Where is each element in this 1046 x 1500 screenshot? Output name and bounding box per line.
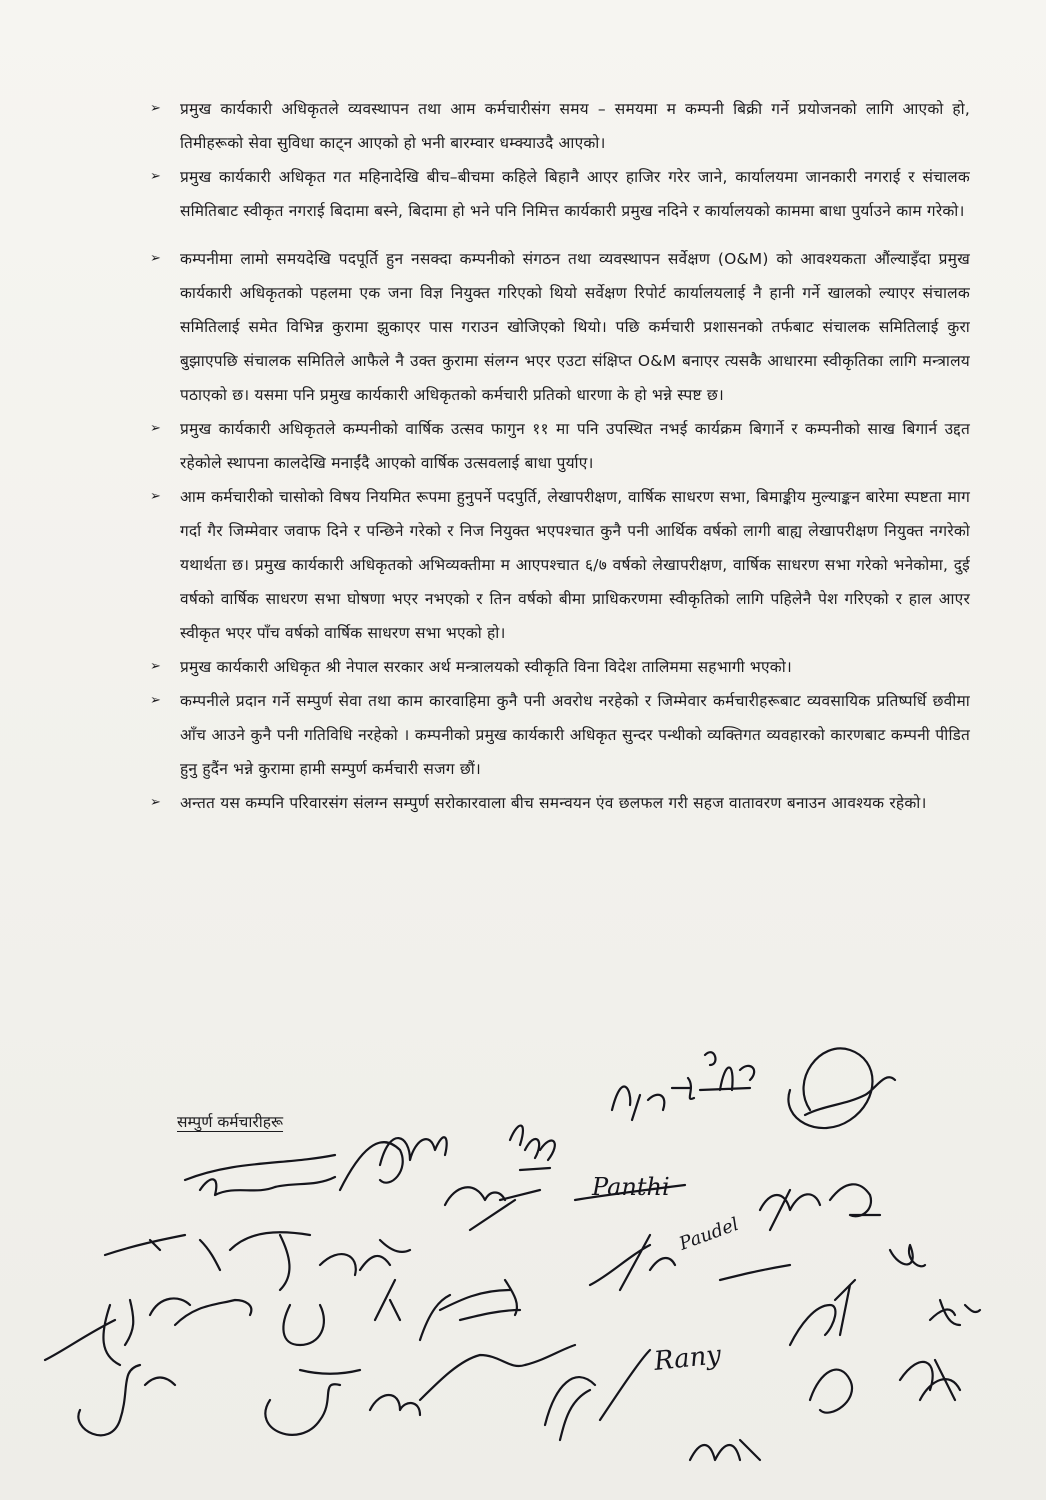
item-text: प्रमुख कार्यकारी अधिकृत श्री नेपाल सरकार अर्थ मन्त्रालयको स्वीकृति विना विदेश तालिममा सहभागी भएको। <box>180 658 792 676</box>
signature-name: Rany <box>652 1340 723 1377</box>
item-text: प्रमुख कार्यकारी अधिकृतले व्यवस्थापन तथा आम कर्मचारीसंग समय – समयमा म कम्पनी बिक्री गर्ने प्रयोजनको लागि आएको हो, तिमीहरूको सेवा सुविधा काट्न आएको हो भनी बारम्वार धम्क्याउदै आएको। <box>180 100 970 152</box>
bullet-arrow-icon: ➢ <box>150 693 162 708</box>
document-body <box>150 92 970 820</box>
signature-scribble <box>590 1235 675 1290</box>
signature-scribble <box>265 1370 360 1435</box>
item-text: कम्पनीमा लामो समयदेखि पदपूर्ति हुन नसक्दा कम्पनीको संगठन तथा व्यवस्थापन सर्वेक्षण (O&M) को आवश्यकता औंल्याइँदा प्रमुख कार्यकारी अधिकृतको पहलमा एक जना विज्ञ नियुक्त गरिएको थियो सर्वेक्षण रिपोर्ट कार्यालयलाई नै हानी गर्ने खालको ल्याएर संचालक समितिलाई समेत विभिन्न कुरामा झुकाएर पास गराउन खोजिएको थियो। पछि कर्मचारी प्रशासनको तर्फबाट संचालक समितिलाई कुरा बुझाएपछि संचालक समितिले आफैले नै उक्त कुरामा संलग्न भएर एउटा संक्षिप्त O&M बनाएर त्यसकै आधारमा स्वीकृतिका लागि मन्त्रालय पठाएको छ। यसमा पनि प्रमुख कार्यकारी अधिकृतको कर्मचारी प्रतिको धारणा के हो भन्ने स्पष्ट छ। <box>180 250 970 404</box>
bullet-arrow-icon: ➢ <box>150 101 162 116</box>
item-text: कम्पनीले प्रदान गर्ने सम्पुर्ण सेवा तथा काम कारवाहिमा कुनै पनी अवरोध नरहेको र जिम्मेवार कर्मचारीहरूबाट व्यवसायिक प्रतिष्पर्धि छवीमा आँच आउने कुनै पनी गतिविधि नरहेको । कम्पनीको प्रमुख कार्यकारी अधिकृत सुन्दर पन्थीको व्यक्तिगत व्यवहारको कारणबाट कम्पनी पीडित हुनु हुदैंन भन्ने कुरामा हामी सम्पुर्ण कर्मचारी सजग छौं। <box>180 692 970 778</box>
signature-scribble <box>185 1155 335 1195</box>
signature-scribble <box>460 1280 520 1320</box>
signature-scribble <box>690 1440 760 1460</box>
list-item <box>150 480 970 650</box>
item-text: अन्तत यस कम्पनि परिवारसंग संलग्न सम्पुर्ण सरोकारवाला बीच समन्वयन एंव छलफल गरी सहज वातावरण बनाउन आवश्यक रहेको। <box>180 794 927 812</box>
signature-scribble <box>283 1305 323 1345</box>
list-item <box>150 684 970 786</box>
list-item <box>150 786 970 820</box>
list-item <box>150 412 970 480</box>
signature-scribble <box>78 1365 175 1435</box>
signature-scribble <box>612 1052 754 1120</box>
signature-scribble <box>810 1370 852 1413</box>
bullet-arrow-icon: ➢ <box>150 251 162 266</box>
item-text: प्रमुख कार्यकारी अधिकृतले कम्पनीको वार्षिक उत्सव फागुन ११ मा पनि उपस्थित नभई कार्यक्रम बिगार्ने र कम्पनीको साख बिगार्न उद्दत रहेकोले स्थापना कालदेखि मनाईंदै आएको वार्षिक उत्सवलाई बाधा पुर्याए। <box>180 420 970 472</box>
signature-scribble <box>760 1184 880 1230</box>
bullet-arrow-icon: ➢ <box>150 659 162 674</box>
signature-scribble <box>545 1350 650 1440</box>
signoff-heading: सम्पुर्ण कर्मचारीहरू <box>177 1113 284 1131</box>
signature-scribble <box>510 1126 555 1170</box>
signature-scribble <box>340 1137 447 1190</box>
bullet-arrow-icon: ➢ <box>150 169 162 184</box>
list-item <box>150 160 970 228</box>
signature-scribble <box>320 1240 410 1275</box>
signature-scribble <box>788 1048 895 1128</box>
list-item <box>150 242 970 412</box>
signature-scribble <box>930 1300 980 1325</box>
signature-scribble <box>105 1232 310 1290</box>
item-text: प्रमुख कार्यकारी अधिकृत गत महिनादेखि बीच–बीचमा कहिले बिहानै आएर हाजिर गरेर जाने, कार्यालयमा जानकारी नगराई र संचालक समितिबाट स्वीकृत नगराई बिदामा बस्ने, बिदामा हो भने पनि निमित्त कार्यकारी प्रमुख नदिने र कार्यालयको काममा बाधा पुर्याउने काम गरेको। <box>180 168 970 220</box>
signature-scribble <box>370 1345 575 1415</box>
bullet-arrow-icon: ➢ <box>150 489 162 504</box>
bullet-arrow-icon: ➢ <box>150 421 162 436</box>
signature-scribble <box>175 1300 251 1325</box>
signature-scribble <box>445 1187 540 1230</box>
bullet-arrow-icon: ➢ <box>150 795 162 810</box>
list-item <box>150 92 970 160</box>
signature-name: Paudel <box>676 1213 742 1255</box>
signature-scribble <box>890 1245 925 1266</box>
signature-scribble <box>790 1280 855 1345</box>
signature-scribble <box>45 1298 190 1365</box>
signature-scribble <box>575 1185 685 1200</box>
signature-scribble <box>900 1360 960 1400</box>
item-text: आम कर्मचारीको चासोको विषय नियमित रूपमा हुनुपर्ने पदपुर्ति, लेखापरीक्षण, वार्षिक साधरण सभा, बिमाङ्कीय मुल्याङ्कन बारेमा स्पष्टता माग गर्दा गैर जिम्मेवार जवाफ दिने र पन्छिने गरेको र निज नियुक्त भएपश्चात कुनै पनी आर्थिक वर्षको लागी बाह्य लेखापरीक्षण नियुक्त नगरेको यथार्थता छ। प्रमुख कार्यकारी अधिकृतको अभिव्यक्तीमा म आएपश्चात ६/७ वर्षको लेखापरीक्षण, वार्षिक साधरण सभा गरेको भनेकोमा, दुई वर्षको वार्षिक साधरण सभा घोषणा भएर नभएको र तिन वर्षको बीमा प्राधिकरणमा स्वीकृतिको लागि पहिलेनै पेश गरिएको र हाल आएर स्वीकृत भएर पाँच वर्षको वार्षिक साधरण सभा भएको हो। <box>180 488 970 642</box>
list-item <box>150 650 970 684</box>
signature-scribble <box>720 1265 790 1280</box>
signature-scribble <box>375 1280 510 1340</box>
signature-name: Panthi <box>592 1173 670 1201</box>
